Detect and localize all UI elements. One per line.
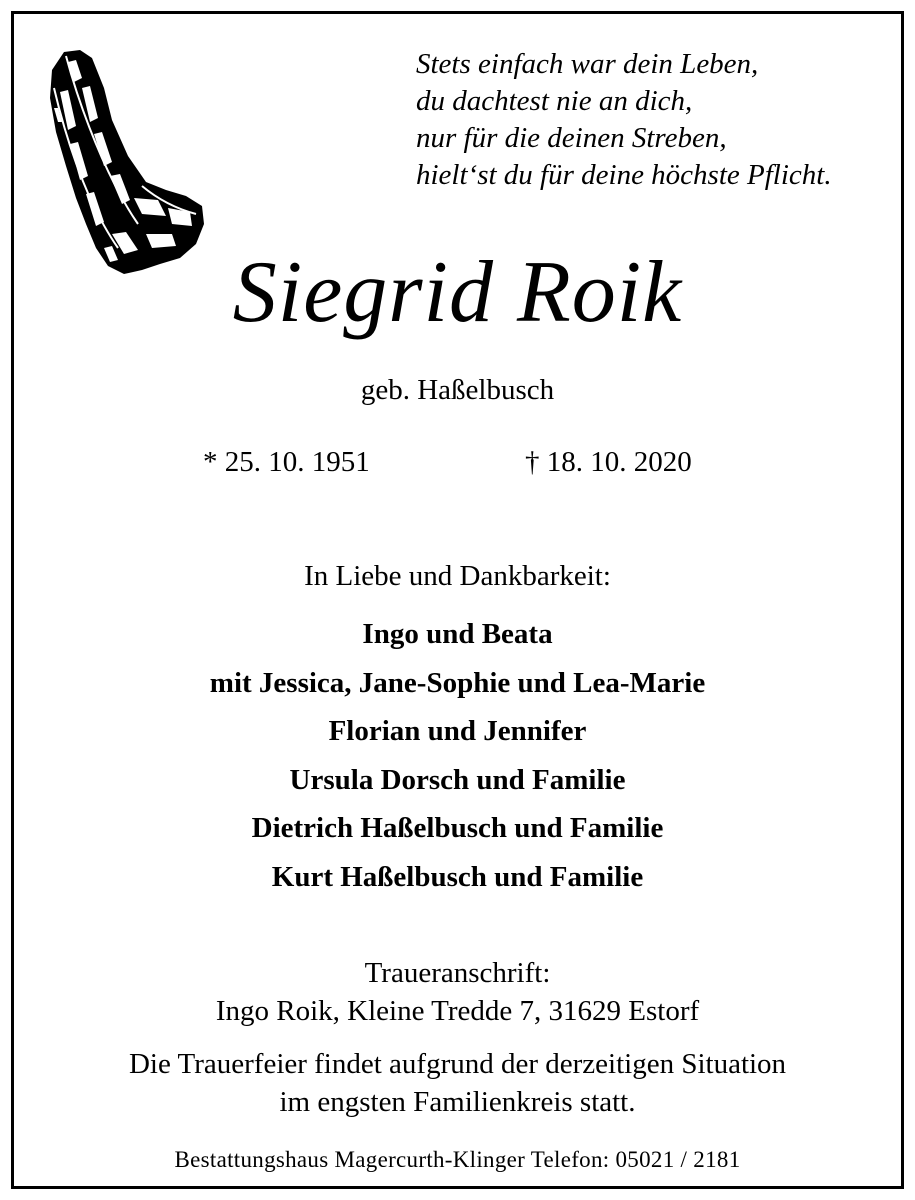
mourner-line: Ingo und Beata xyxy=(362,618,553,650)
death-date: † 18. 10. 2020 xyxy=(525,446,692,478)
mourner-line: Florian und Jennifer xyxy=(328,715,587,747)
gratitude-intro: In Liebe und Dankbarkeit: xyxy=(304,560,611,592)
funeral-home-contact: Bestattungshaus Magercurth-Klinger Telefon: 05021 / 2181 xyxy=(174,1147,741,1172)
mourning-address xyxy=(0,954,915,1030)
mourner-line: mit Jessica, Jane-Sophie und Lea-Marie xyxy=(209,666,706,699)
address-value: Ingo Roik, Kleine Tredde 7, 31629 Estorf xyxy=(215,995,700,1027)
maiden-name: geb. Haßelbusch xyxy=(360,374,555,406)
poem-line: Stets einfach war dein Leben, xyxy=(416,48,759,80)
birth-date: * 25. 10. 1951 xyxy=(203,446,370,478)
poem-line: du dachtest nie an dich, xyxy=(416,85,693,117)
poem-line: hielt‘st du für deine höchste Pflicht. xyxy=(416,159,832,191)
poem xyxy=(416,46,832,194)
mourner-line: Kurt Haßelbusch und Familie xyxy=(271,860,644,893)
poem-line: nur für die deinen Streben, xyxy=(416,122,727,154)
ceremony-notice xyxy=(0,1045,915,1121)
mourners-list xyxy=(0,610,915,901)
address-label: Traueranschrift: xyxy=(364,957,551,989)
ceremony-line: Die Trauerfeier findet aufgrund der derzeitigen Situation xyxy=(128,1048,787,1080)
mourner-line: Dietrich Haßelbusch und Familie xyxy=(251,812,664,844)
deceased-name: Siegrid Roik xyxy=(232,244,683,341)
mourner-line: Ursula Dorsch und Familie xyxy=(289,763,626,796)
ceremony-line: im engsten Familienkreis statt. xyxy=(279,1086,636,1118)
